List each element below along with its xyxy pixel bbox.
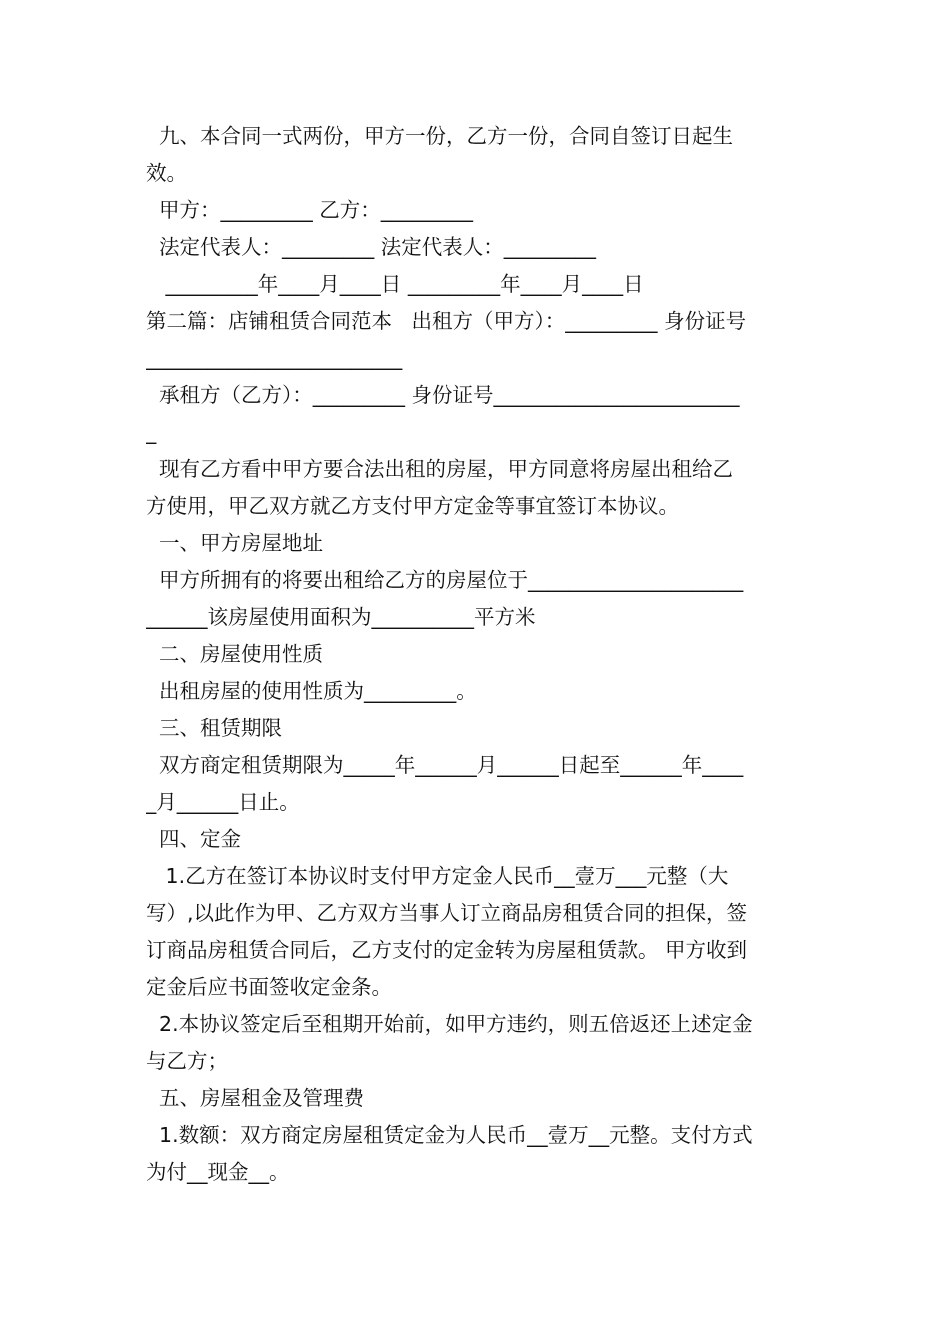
- section-heading: 一、甲方房屋地址: [146, 531, 324, 555]
- text-line: 现有乙方看中甲方要合法出租的房屋，甲方同意将房屋出租给乙: [146, 457, 734, 481]
- text-line: _________年____月____日 _________年____月____日: [146, 272, 644, 296]
- text-line: 为付__现金__。: [146, 1160, 290, 1184]
- text-line: ______该房屋使用面积为__________平方米: [146, 605, 536, 629]
- text-line: 双方商定租赁期限为_____年______月______日起至______年____: [146, 753, 744, 777]
- text-line: 甲方所拥有的将要出租给乙方的房屋位于_____________________: [146, 568, 744, 592]
- text-line: 效。: [146, 161, 187, 185]
- section-heading: 二、房屋使用性质: [146, 642, 324, 666]
- text-line: _________________________: [146, 346, 403, 370]
- section-heading: 五、房屋租金及管理费: [146, 1086, 365, 1110]
- text-line: 1.数额：双方商定房屋租赁定金为人民币__壹万__元整。支付方式: [146, 1123, 753, 1147]
- text-line: 2.本协议签定后至租期开始前，如甲方违约，则五倍返还上述定金: [146, 1012, 753, 1036]
- section-heading: 三、租赁期限: [146, 716, 283, 740]
- text-line: 第二篇：店铺租赁合同范本 出租方（甲方）：_________ 身份证号: [146, 309, 747, 333]
- text-line: 法定代表人：_________ 法定代表人：_________: [146, 235, 597, 259]
- text-line: 九、本合同一式两份，甲方一份，乙方一份，合同自签订日起生: [146, 124, 734, 148]
- text-line: 承租方（乙方）：_________ 身份证号________________________: [146, 383, 740, 407]
- text-line: 1.乙方在签订本协议时支付甲方定金人民币__壹万___元整（大: [146, 864, 729, 888]
- text-line: _月______日止。: [146, 790, 300, 814]
- text-line: 定金后应书面签收定金条。: [146, 975, 392, 999]
- text-line: _: [146, 420, 157, 444]
- text-line: 写）,以此作为甲、乙方双方当事人订立商品房租赁合同的担保，签: [146, 901, 748, 925]
- text-line: 与乙方；: [146, 1049, 228, 1073]
- text-line: 出租房屋的使用性质为_________。: [146, 679, 477, 703]
- text-line: 甲方：_________ 乙方：_________: [146, 198, 474, 222]
- text-line: 方使用，甲乙双方就乙方支付甲方定金等事宜签订本协议。: [146, 494, 679, 518]
- text-line: 订商品房租赁合同后，乙方支付的定金转为房屋租赁款。 甲方收到: [146, 938, 748, 962]
- section-heading: 四、定金: [146, 827, 242, 851]
- contract-text: [146, 118, 810, 1191]
